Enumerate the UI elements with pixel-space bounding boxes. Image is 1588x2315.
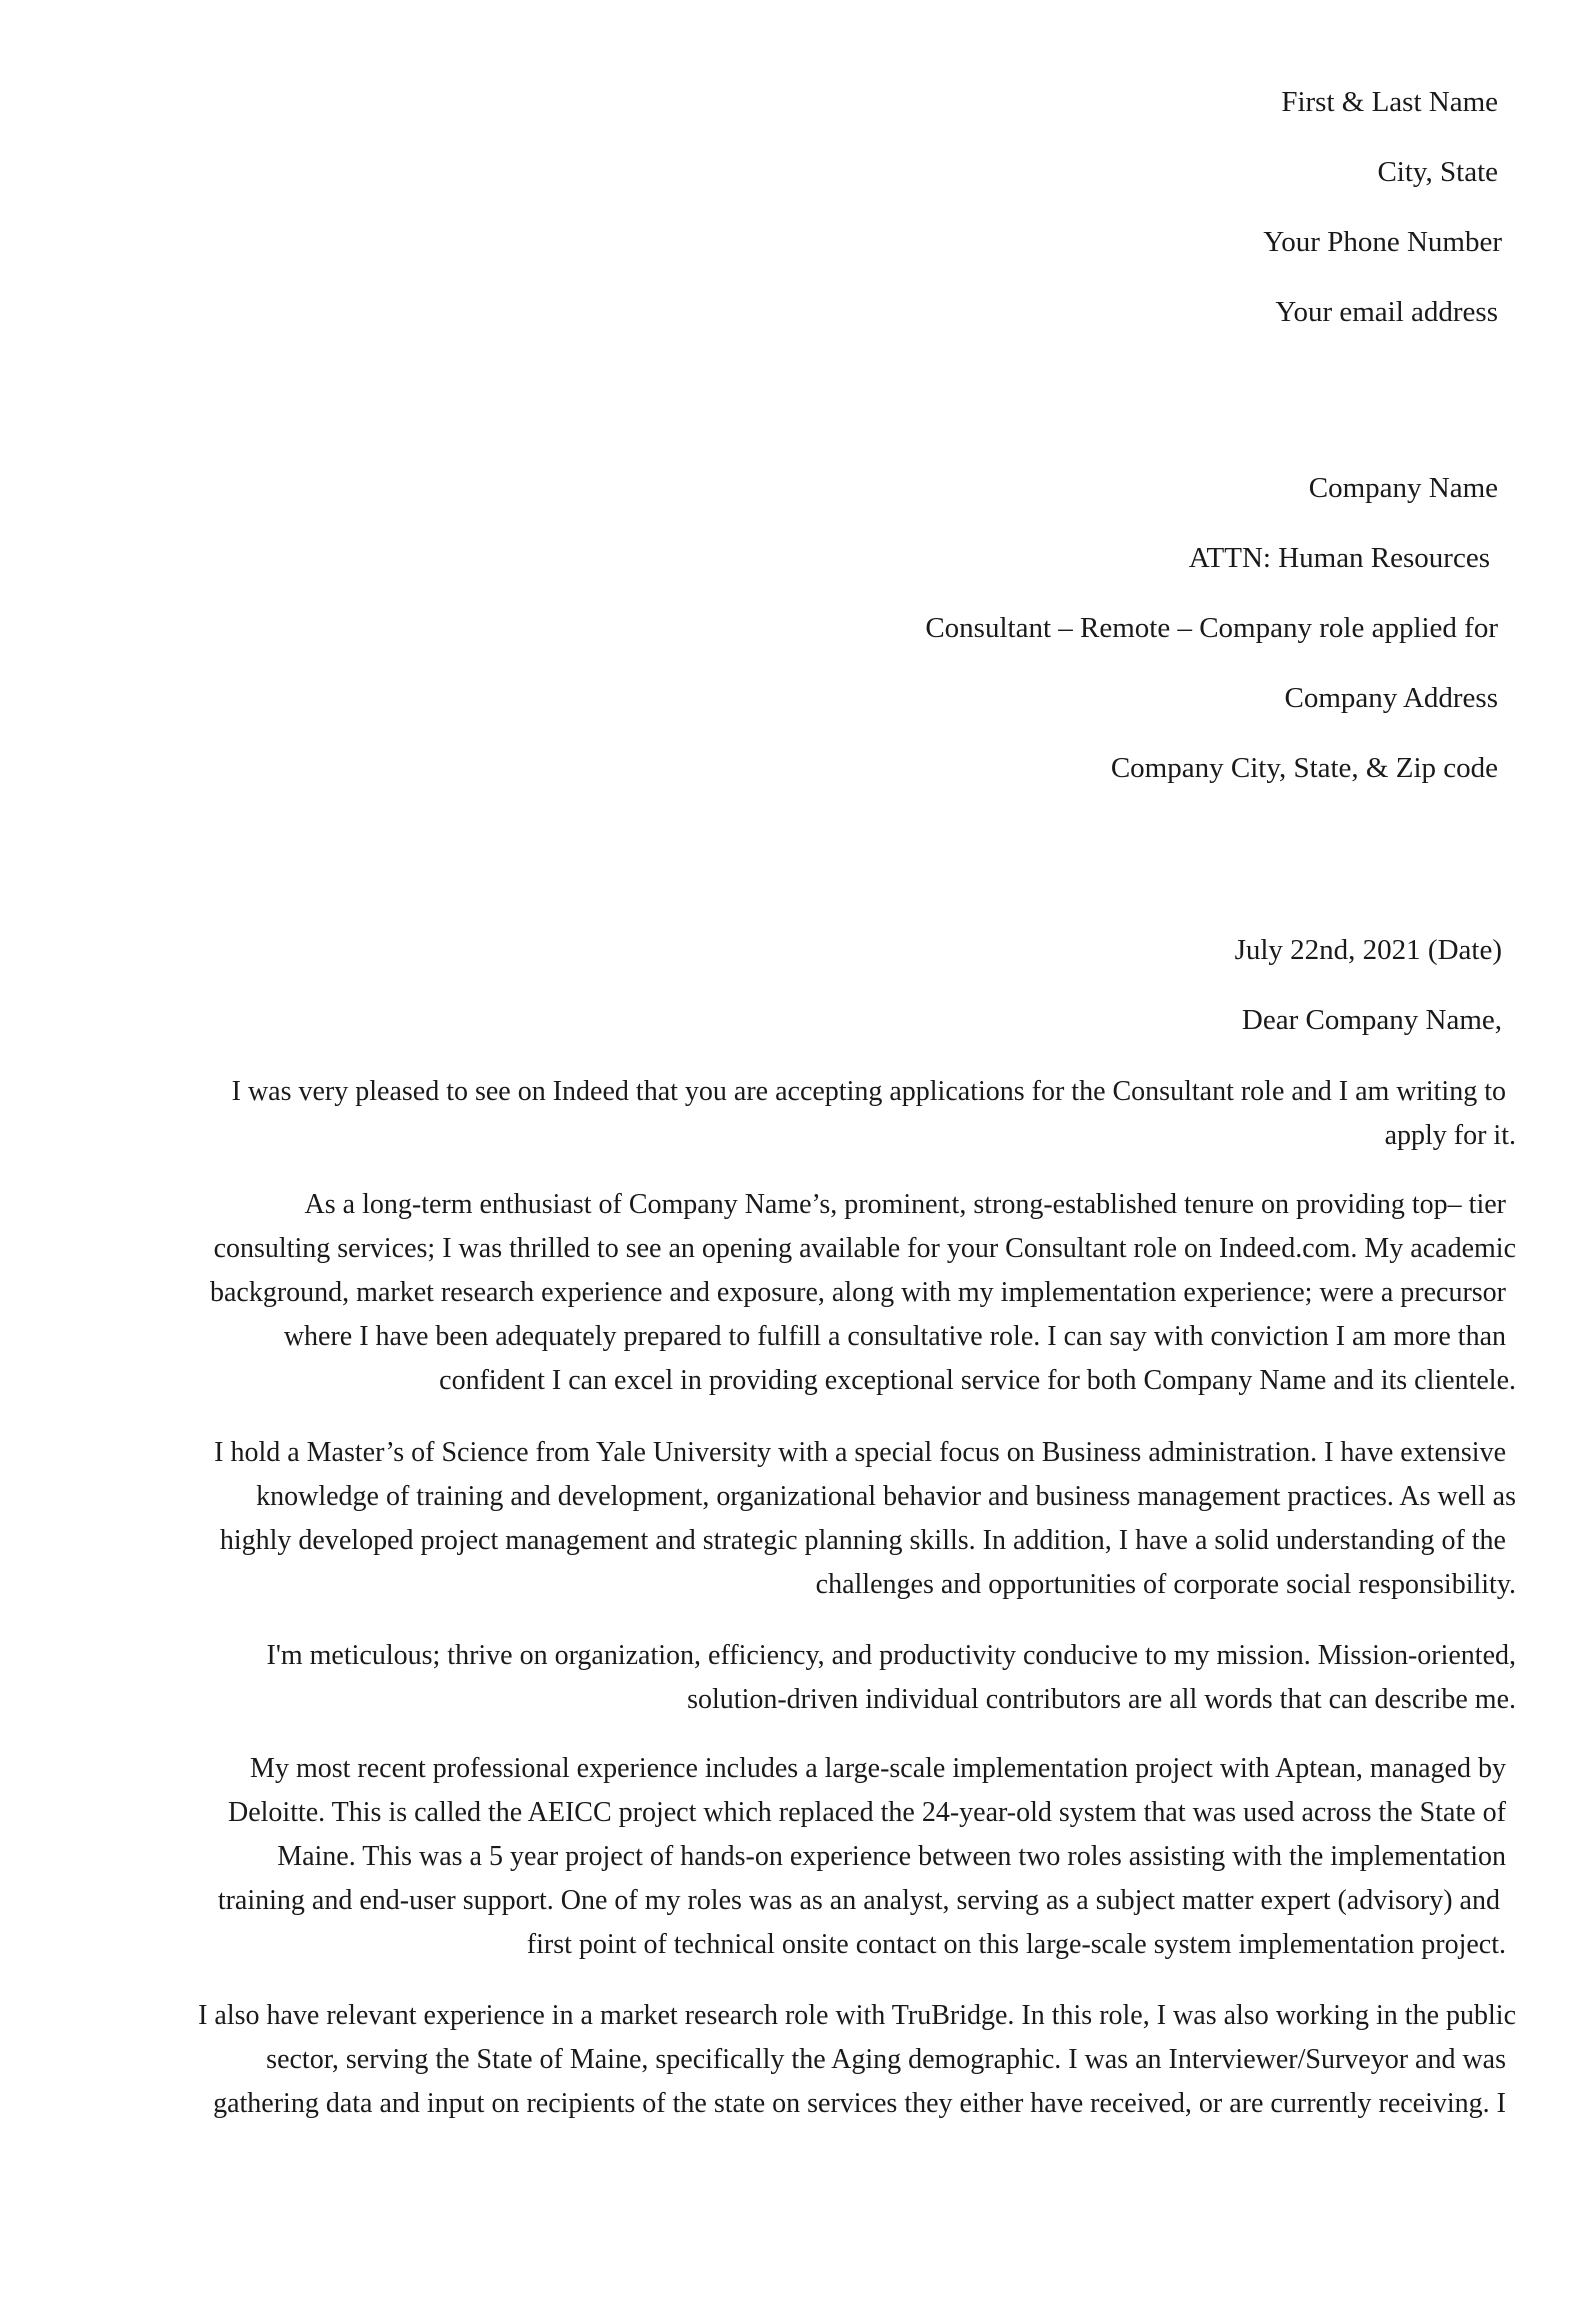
salutation: Dear Company Name, [1241,1004,1502,1036]
recipient-company: Company Name [1308,472,1498,504]
paragraph-line: background, market research experience and exposure, along with my implementation experience; were a precursor [210,1277,1506,1308]
paragraph-line: knowledge of training and development, organizational behavior and business management practices. As well as [256,1481,1516,1512]
paragraph-line: I'm meticulous; thrive on organization, efficiency, and productivity conducive to my mission. Mission-oriented, [266,1640,1516,1671]
recipient-role: Consultant – Remote – Company role applied for [925,612,1498,644]
body-paragraph-2 [76,1183,1516,1403]
paragraph-line: I was very pleased to see on Indeed that you are accepting applications for the Consultant role and I am writing to [231,1076,1506,1107]
recipient-city-state-zip: Company City, State, & Zip code [1110,752,1498,784]
paragraph-line: challenges and opportunities of corporate social responsibility. [815,1569,1516,1600]
sender-phone: Your Phone Number [1263,226,1502,258]
sender-location: City, State [1377,156,1498,188]
paragraph-line: Maine. This was a 5 year project of hands-on experience between two roles assisting with the implementation [277,1841,1506,1872]
paragraph-line: confident I can excel in providing exceptional service for both Company Name and its clientele. [439,1365,1516,1396]
recipient-address: Company Address [1284,682,1498,714]
paragraph-line: where I have been adequately prepared to fulfill a consultative role. I can say with conviction I am more than [283,1321,1506,1352]
paragraph-line: I also have relevant experience in a market research role with TruBridge. In this role, I was also working in the public [198,2000,1516,2031]
paragraph-line: first point of technical onsite contact on this large-scale system implementation project. [526,1929,1506,1960]
paragraph-line: gathering data and input on recipients of the state on services they either have received, or are currently receiving. I [213,2088,1506,2119]
paragraph-line: training and end-user support. One of my roles was as an analyst, serving as a subject matter expert (advisory) and [217,1885,1500,1916]
paragraph-line: sector, serving the State of Maine, specifically the Aging demographic. I was an Interviewer/Surveyor and was [266,2044,1506,2075]
paragraph-line: consulting services; I was thrilled to see an opening available for your Consultant role on Indeed.com. My academic [213,1233,1516,1264]
paragraph-line: As a long-term enthusiast of Company Name’s, prominent, strong-established tenure on providing top– tier [304,1189,1506,1220]
paragraph-line: My most recent professional experience includes a large-scale implementation project with Aptean, managed by [250,1753,1506,1784]
recipient-attn: ATTN: Human Resources [1188,542,1490,574]
paragraph-line: solution-driven individual contributors are all words that can describe me. [687,1684,1516,1715]
body-paragraph-1 [76,1070,1516,1158]
paragraph-line: Deloitte. This is called the AEICC project which replaced the 24-year-old system that was used across the State of [227,1797,1506,1828]
paragraph-line: highly developed project management and strategic planning skills. In addition, I have a solid understanding of the [219,1525,1506,1556]
letter-date: July 22nd, 2021 (Date) [1234,934,1502,966]
body-paragraph-3 [76,1431,1516,1607]
paragraph-line: apply for it. [1384,1120,1516,1151]
sender-email: Your email address [1275,296,1498,328]
body-paragraph-5 [76,1747,1516,1967]
paragraph-line: I hold a Master’s of Science from Yale University with a special focus on Business administration. I have extensive [214,1437,1506,1468]
body-paragraph-6 [76,1994,1516,2126]
body-paragraph-4 [76,1634,1516,1722]
sender-name: First & Last Name [1281,86,1498,118]
